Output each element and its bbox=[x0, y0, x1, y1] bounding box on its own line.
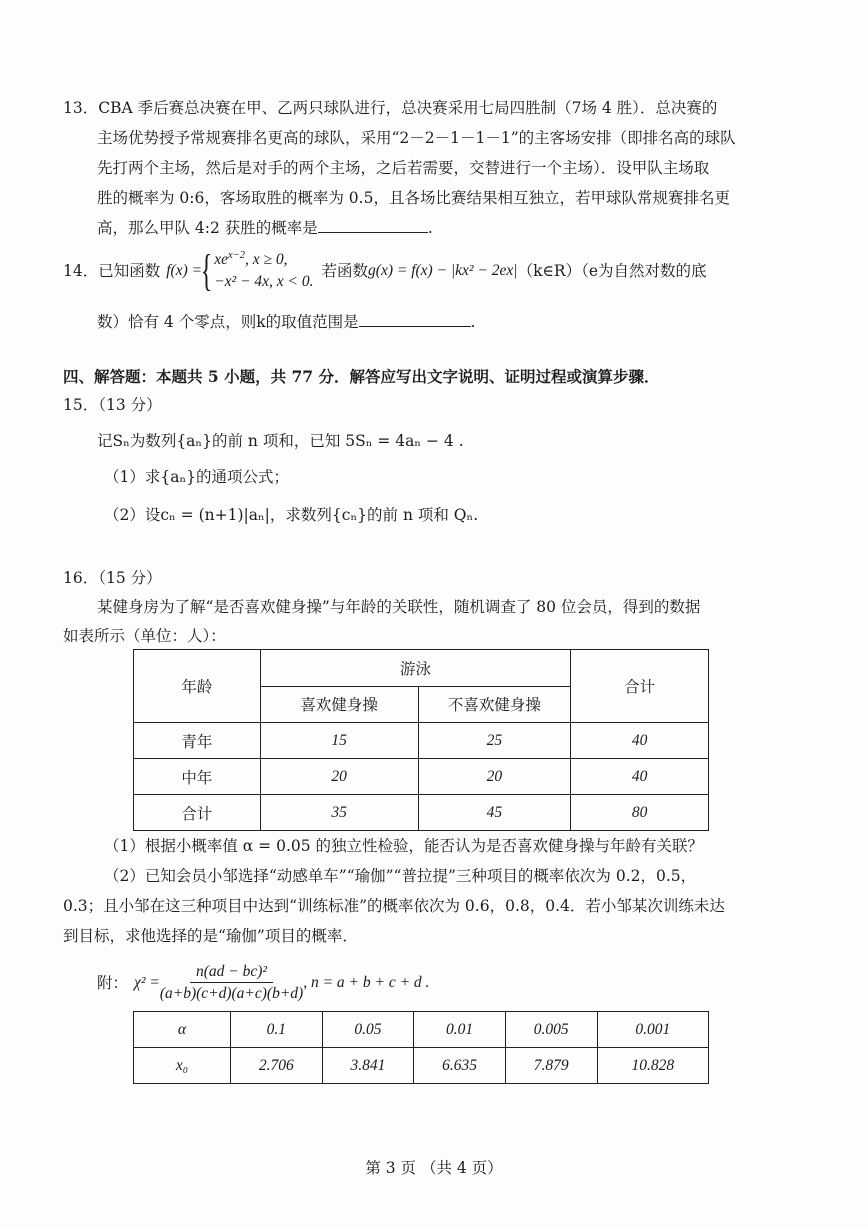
q16-part2-line1: （2）已知会员小邹选择“动感单车”“瑜伽”“普拉提”三种项目的概率依次为 0.2，0.5， bbox=[104, 867, 697, 885]
fx-label: f(x) = bbox=[166, 262, 203, 279]
q13-line3: 先打两个主场，然后是对手的两个主场，之后若需要，交替进行一个主场）．设甲队主场取 bbox=[97, 159, 710, 177]
critical-value-table bbox=[133, 1011, 709, 1084]
header-like: 喜欢健身操 bbox=[260, 686, 418, 723]
header-dislike: 不喜欢健身操 bbox=[418, 686, 571, 723]
q15-header: 15．（13 分） bbox=[63, 396, 162, 414]
q14-number: 14． bbox=[63, 262, 99, 280]
q14-condition: （k∈R）（e为自然对数的底 bbox=[517, 262, 707, 280]
q14-line2: 数）恰有 4 个零点，则k的取值范围是 . bbox=[97, 310, 476, 334]
q15-part2: （2）设cₙ = (n+1)|aₙ|，求数列{cₙ}的前 n 项和 Qₙ. bbox=[104, 506, 479, 524]
q13-line4: 胜的概率为 0:6，客场取胜的概率为 0.5，且各场比赛结果相互独立，若甲球队常规赛排名更 bbox=[97, 189, 730, 207]
q16-part1: （1）根据小概率值 α = 0.05 的独立性检验，能否认为是否喜欢健身操与年龄有关联？ bbox=[104, 837, 704, 855]
header-total: 合计 bbox=[571, 650, 709, 723]
table-row: 中年 20 20 40 bbox=[134, 759, 709, 795]
q16-stem1: 某健身房为了解“是否喜欢健身操”与年龄的关联性，随机调查了 80 位会员，得到的数据 bbox=[97, 598, 701, 616]
header-group: 游泳 bbox=[260, 650, 570, 687]
table-row: 合计 35 45 80 bbox=[134, 795, 709, 831]
q14-line1: 14． 已知函数 f(x) = { $xe^{x-2}$, x ≥ 0, −x² − 4x, x < 0. 若函数 g(x) = f(x) − |kx² − 2ex| （k∈R）（e为自然对数的底 bbox=[63, 246, 707, 295]
q16-part2-line3: 到目标，求他选择的是“瑜伽”项目的概率． bbox=[63, 927, 358, 945]
section-heading: 四、解答题：本题共 5 小题，共 77 分．解答应写出文字说明、证明过程或演算步骤． bbox=[63, 367, 660, 386]
q15-part1: （1）求{aₙ}的通项公式； bbox=[104, 468, 290, 486]
piecewise-function: { $xe^{x-2}$, x ≥ 0, −x² − 4x, x < 0. bbox=[200, 246, 314, 295]
chi-square-formula: 附： χ² = $\frac{\text{n(ad − bc)²}}{(a+b)(c+d)(a+c)(b+d)}$ , n = a + b + c + d . bbox=[97, 961, 429, 1005]
q13-number: 13． bbox=[63, 99, 99, 117]
case-1: $xe^{x-2}$, x ≥ 0, bbox=[214, 249, 288, 268]
q16-stem2: 如表所示（单位：人）： bbox=[63, 627, 226, 645]
table-row: 青年 15 25 40 bbox=[134, 723, 709, 759]
q15-stem: 记Sₙ为数列{aₙ}的前 n 项和，已知 5Sₙ = 4aₙ − 4 . bbox=[97, 432, 464, 450]
survey-table bbox=[133, 649, 709, 831]
gx-definition: g(x) = f(x) − |kx² − 2ex| bbox=[368, 262, 518, 279]
answer-blank bbox=[359, 310, 471, 327]
appendix-label: 附： bbox=[97, 974, 129, 992]
q13-line5: 高，那么甲队 4:2 获胜的概率是 . bbox=[97, 216, 433, 240]
table-row: α 0.1 0.05 0.01 0.005 0.001 bbox=[134, 1012, 709, 1048]
q16-part2-line2: 0.3；且小邹在这三种项目中达到“训练标准”的概率依次为 0.6，0.8，0.4．若小邹某次训练未达 bbox=[63, 897, 725, 915]
chi-fraction: $\frac{\text{n(ad − bc)²}}{(a+b)(c+d)(a+c)(b+d)}$ bbox=[159, 962, 304, 1002]
case-2: −x² − 4x, x < 0. bbox=[214, 273, 314, 290]
page-footer: 第 3 页 （共 4 页） bbox=[365, 1159, 503, 1177]
header-age: 年龄 bbox=[134, 650, 261, 723]
answer-blank bbox=[318, 216, 428, 233]
q13-line2: 主场优势授予常规赛排名更高的球队，采用“2－2－1－1－1”的主客场安排（即排名高的球队 bbox=[97, 129, 736, 147]
table-row: x₀ 2.706 3.841 6.635 7.879 10.828 bbox=[134, 1048, 709, 1084]
q13-line1: 13．CBA 季后赛总决赛在甲、乙两只球队进行，总决赛采用七局四胜制（7场 4 胜）．总决赛的 bbox=[63, 99, 718, 117]
q16-header: 16．（15 分） bbox=[63, 569, 162, 587]
